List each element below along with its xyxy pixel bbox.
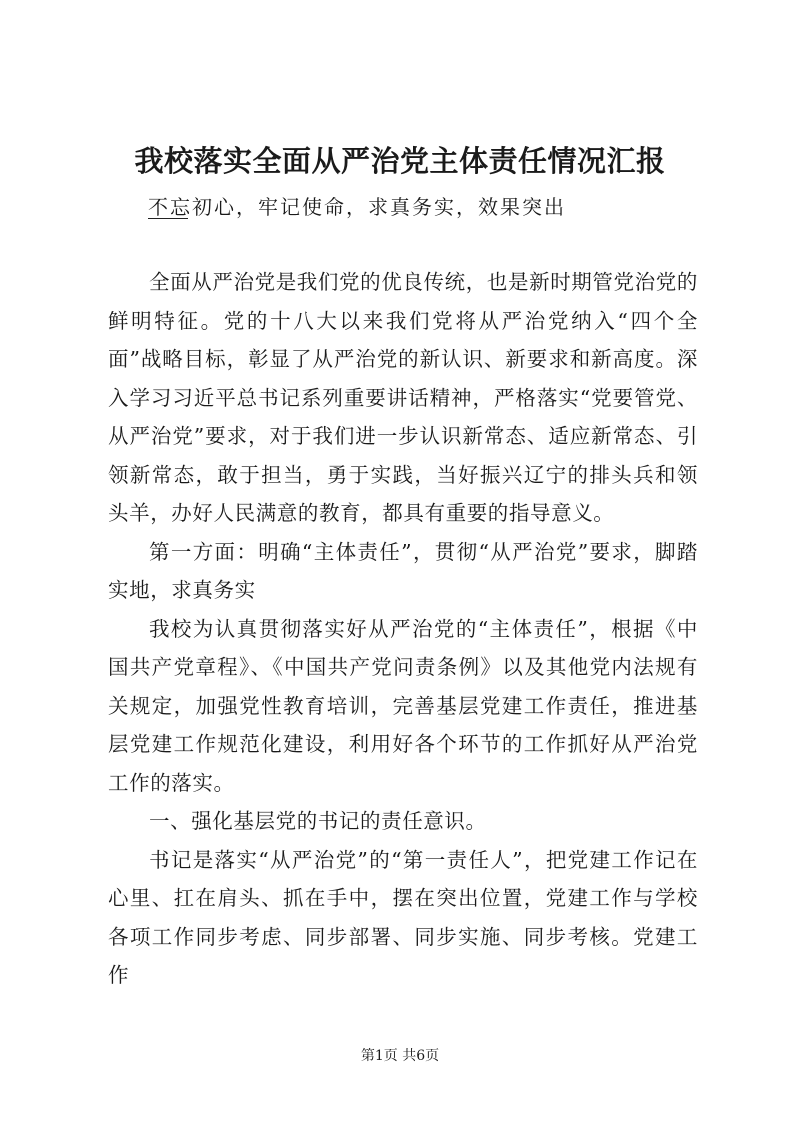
paragraph-intro: 全面从严治党是我们党的优良传统，也是新时期管党治党的鲜明特征。党的十八大以来我们党将从严治党纳入“四个全面”战略目标，彰显了从严治党的新认识、新要求和新高度。深入学习习近平总书记系列重要讲话精神，严格落实“党要管党、从严治党”要求，对于我们进一步认识新常态、适应新常态、引领新常态，敢于担当，勇于实践，当好振兴辽宁的排头兵和领头羊，办好人民满意的教育，都具有重要的指导意义。 (108, 270, 698, 525)
paragraph-item-one-heading: 一、强化基层党的书记的责任意识。 (149, 809, 487, 833)
subtitle-dash (148, 218, 188, 220)
document-body (108, 263, 698, 995)
document-subtitle: 不忘初心，牢记使命，求真务实，效果突出 (148, 195, 566, 219)
page-footer: 第1页 共6页 (360, 1048, 440, 1064)
paragraph-section-one-body: 我校为认真贯彻落实好从严治党的“主体责任”，根据《中国共产党章程》、《中国共产党问责条例》以及其他党内法规有关规定，加强党性教育培训，完善基层党建工作责任，推进基层党建工作规范化建设，利用好各个环节的工作抓好从严治党工作的落实。 (108, 616, 698, 795)
paragraph-item-one-body: 书记是落实“从严治党”的“第一责任人”，把党建工作记在心里、扛在肩头、抓在手中，摆在突出位置，党建工作与学校各项工作同步考虑、同步部署、同步实施、同步考核。党建工作 (108, 847, 698, 987)
paragraph-section-one-heading: 第一方面：明确“主体责任”，贯彻“从严治党”要求，脚踏实地，求真务实 (108, 539, 698, 602)
document-title: 我校落实全面从严治党主体责任情况汇报 (134, 144, 666, 178)
